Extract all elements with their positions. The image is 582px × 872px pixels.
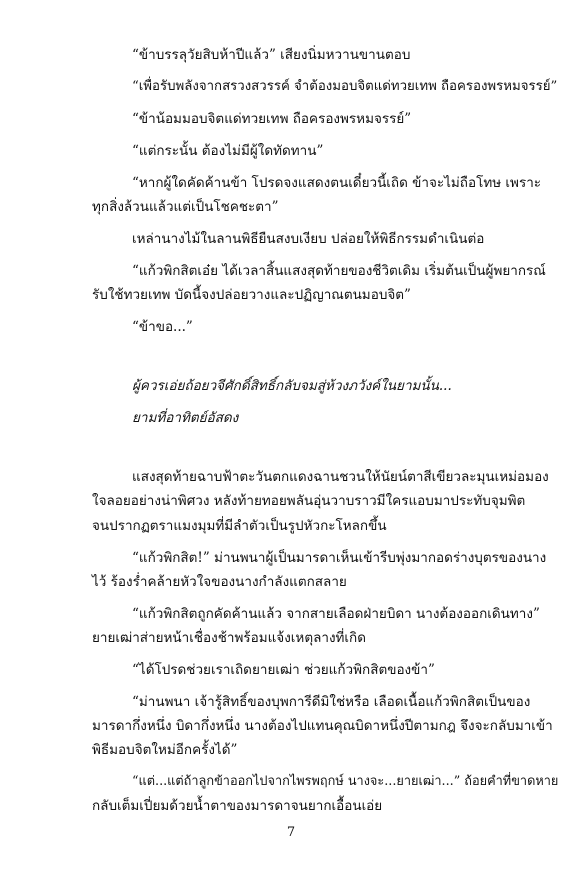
paragraph-line: กลับเต็มเปี่ยมด้วยน้ำตาของมารดาจนยากเอื้อนเอ่ย xyxy=(92,798,383,814)
paragraph-line: แสงสุดท้ายฉาบฟ้าตะวันตกแดงฉานชวนให้นัยน์ตาสีเขียวละมุนเหม่อมอง xyxy=(132,469,549,485)
paragraph-line: “แก้วพิกสิตถูกคัดค้านแล้ว จากสายเลือดฝ่ายบิดา นางต้องออกเดินทาง” xyxy=(132,606,540,622)
paragraph-line: “แต่กระนั้น ต้องไม่มีผู้ใดทัดทาน” xyxy=(132,143,324,159)
paragraph-line: มารดากึ่งหนึ่ง บิดากึ่งหนึ่ง นางต้องไปแทนคุณบิดาหนึ่งปีตามกฎ จึงจะกลับมาเข้า xyxy=(92,718,553,734)
paragraph-line: “หากผู้ใดคัดค้านข้า โปรดจงแสดงตนเดี๋ยวนี้เถิด ข้าจะไม่ถือโทษ เพราะ xyxy=(132,175,542,191)
paragraph-line: “แก้วพิกสิต!” ม่านพนาผู้เป็นมารดาเห็นเข้ารีบพุ่งมากอดร่างบุตรของนาง xyxy=(132,550,547,566)
paragraph-line: “แต่...แต่ถ้าลูกข้าออกไปจากไพรพฤกษ์ นางจะ...ยายเฒ่า...” ถ้อยคำที่ขาดหาย xyxy=(132,774,559,789)
paragraph-line: รับใช้ทวยเทพ บัดนี้จงปล่อยวางและปฏิญาณตนมอบจิต” xyxy=(92,287,411,303)
paragraph-line: ยายเฒ่าส่ายหน้าเชื่องช้าพร้อมแจ้งเหตุลางที่เกิด xyxy=(92,630,366,646)
paragraph-line: เหล่านางไม้ในลานพิธียืนสงบเงียบ ปล่อยให้พิธีกรรมดำเนินต่อ xyxy=(132,231,485,247)
paragraph-line: “ม่านพนา เจ้ารู้สิทธิ์ของบุพการีดีมิใช่หรือ เลือดเนื้อแก้วพิกสิตเป็นของ xyxy=(132,694,531,710)
paragraph-line: “ข้าบรรลุวัยสิบห้าปีแล้ว” เสียงนิ่มหวานขานตอบ xyxy=(132,47,411,63)
paragraph-line: ทุกสิ่งล้วนแล้วแต่เป็นโชคชะตา” xyxy=(92,199,279,215)
paragraph-line: พิธีมอบจิตใหม่อีกครั้งได้” xyxy=(92,742,238,758)
paragraph-line: “เพื่อรับพลังจากสรวงสวรรค์ จำต้องมอบจิตแด่ทวยเทพ ถือครองพรหมจรรย์” xyxy=(132,79,558,94)
italic-line: ยามที่อาทิตย์อัสดง xyxy=(132,410,239,426)
page-number: 7 xyxy=(286,825,296,840)
paragraph-line: “แก้วพิกสิตเอ๋ย ได้เวลาสิ้นแสงสุดท้ายของชีวิตเดิม เริ่มต้นเป็นผู้พยากรณ์ xyxy=(132,263,546,279)
paragraph-line: ใจลอยอย่างน่าพิศวง หลังท้ายทอยพลันอุ่นวาบราวมีใครแอบมาประทับจุมพิต xyxy=(92,493,526,509)
paragraph-line: “ข้าขอ...” xyxy=(132,319,193,335)
paragraph-line: จนปรากฏตราแมงมุมที่มีลำตัวเป็นรูปหัวกะโหลกขึ้น xyxy=(92,518,387,534)
italic-line: ผู้ควรเอ่ยถ้อยวจีศักดิ์สิทธิ์กลับจมสู่ห้วงภวังค์ในยามนั้น... xyxy=(132,378,452,394)
paragraph-line: ไว้ ร้องร่ำคล้ายหัวใจของนางกำลังแตกสลาย xyxy=(92,574,347,590)
paragraph-line: “ได้โปรดช่วยเราเถิดยายเฒ่า ช่วยแก้วพิกสิตของข้า” xyxy=(132,662,435,678)
paragraph-line: “ข้าน้อมมอบจิตแด่ทวยเทพ ถือครองพรหมจรรย์” xyxy=(132,111,412,127)
